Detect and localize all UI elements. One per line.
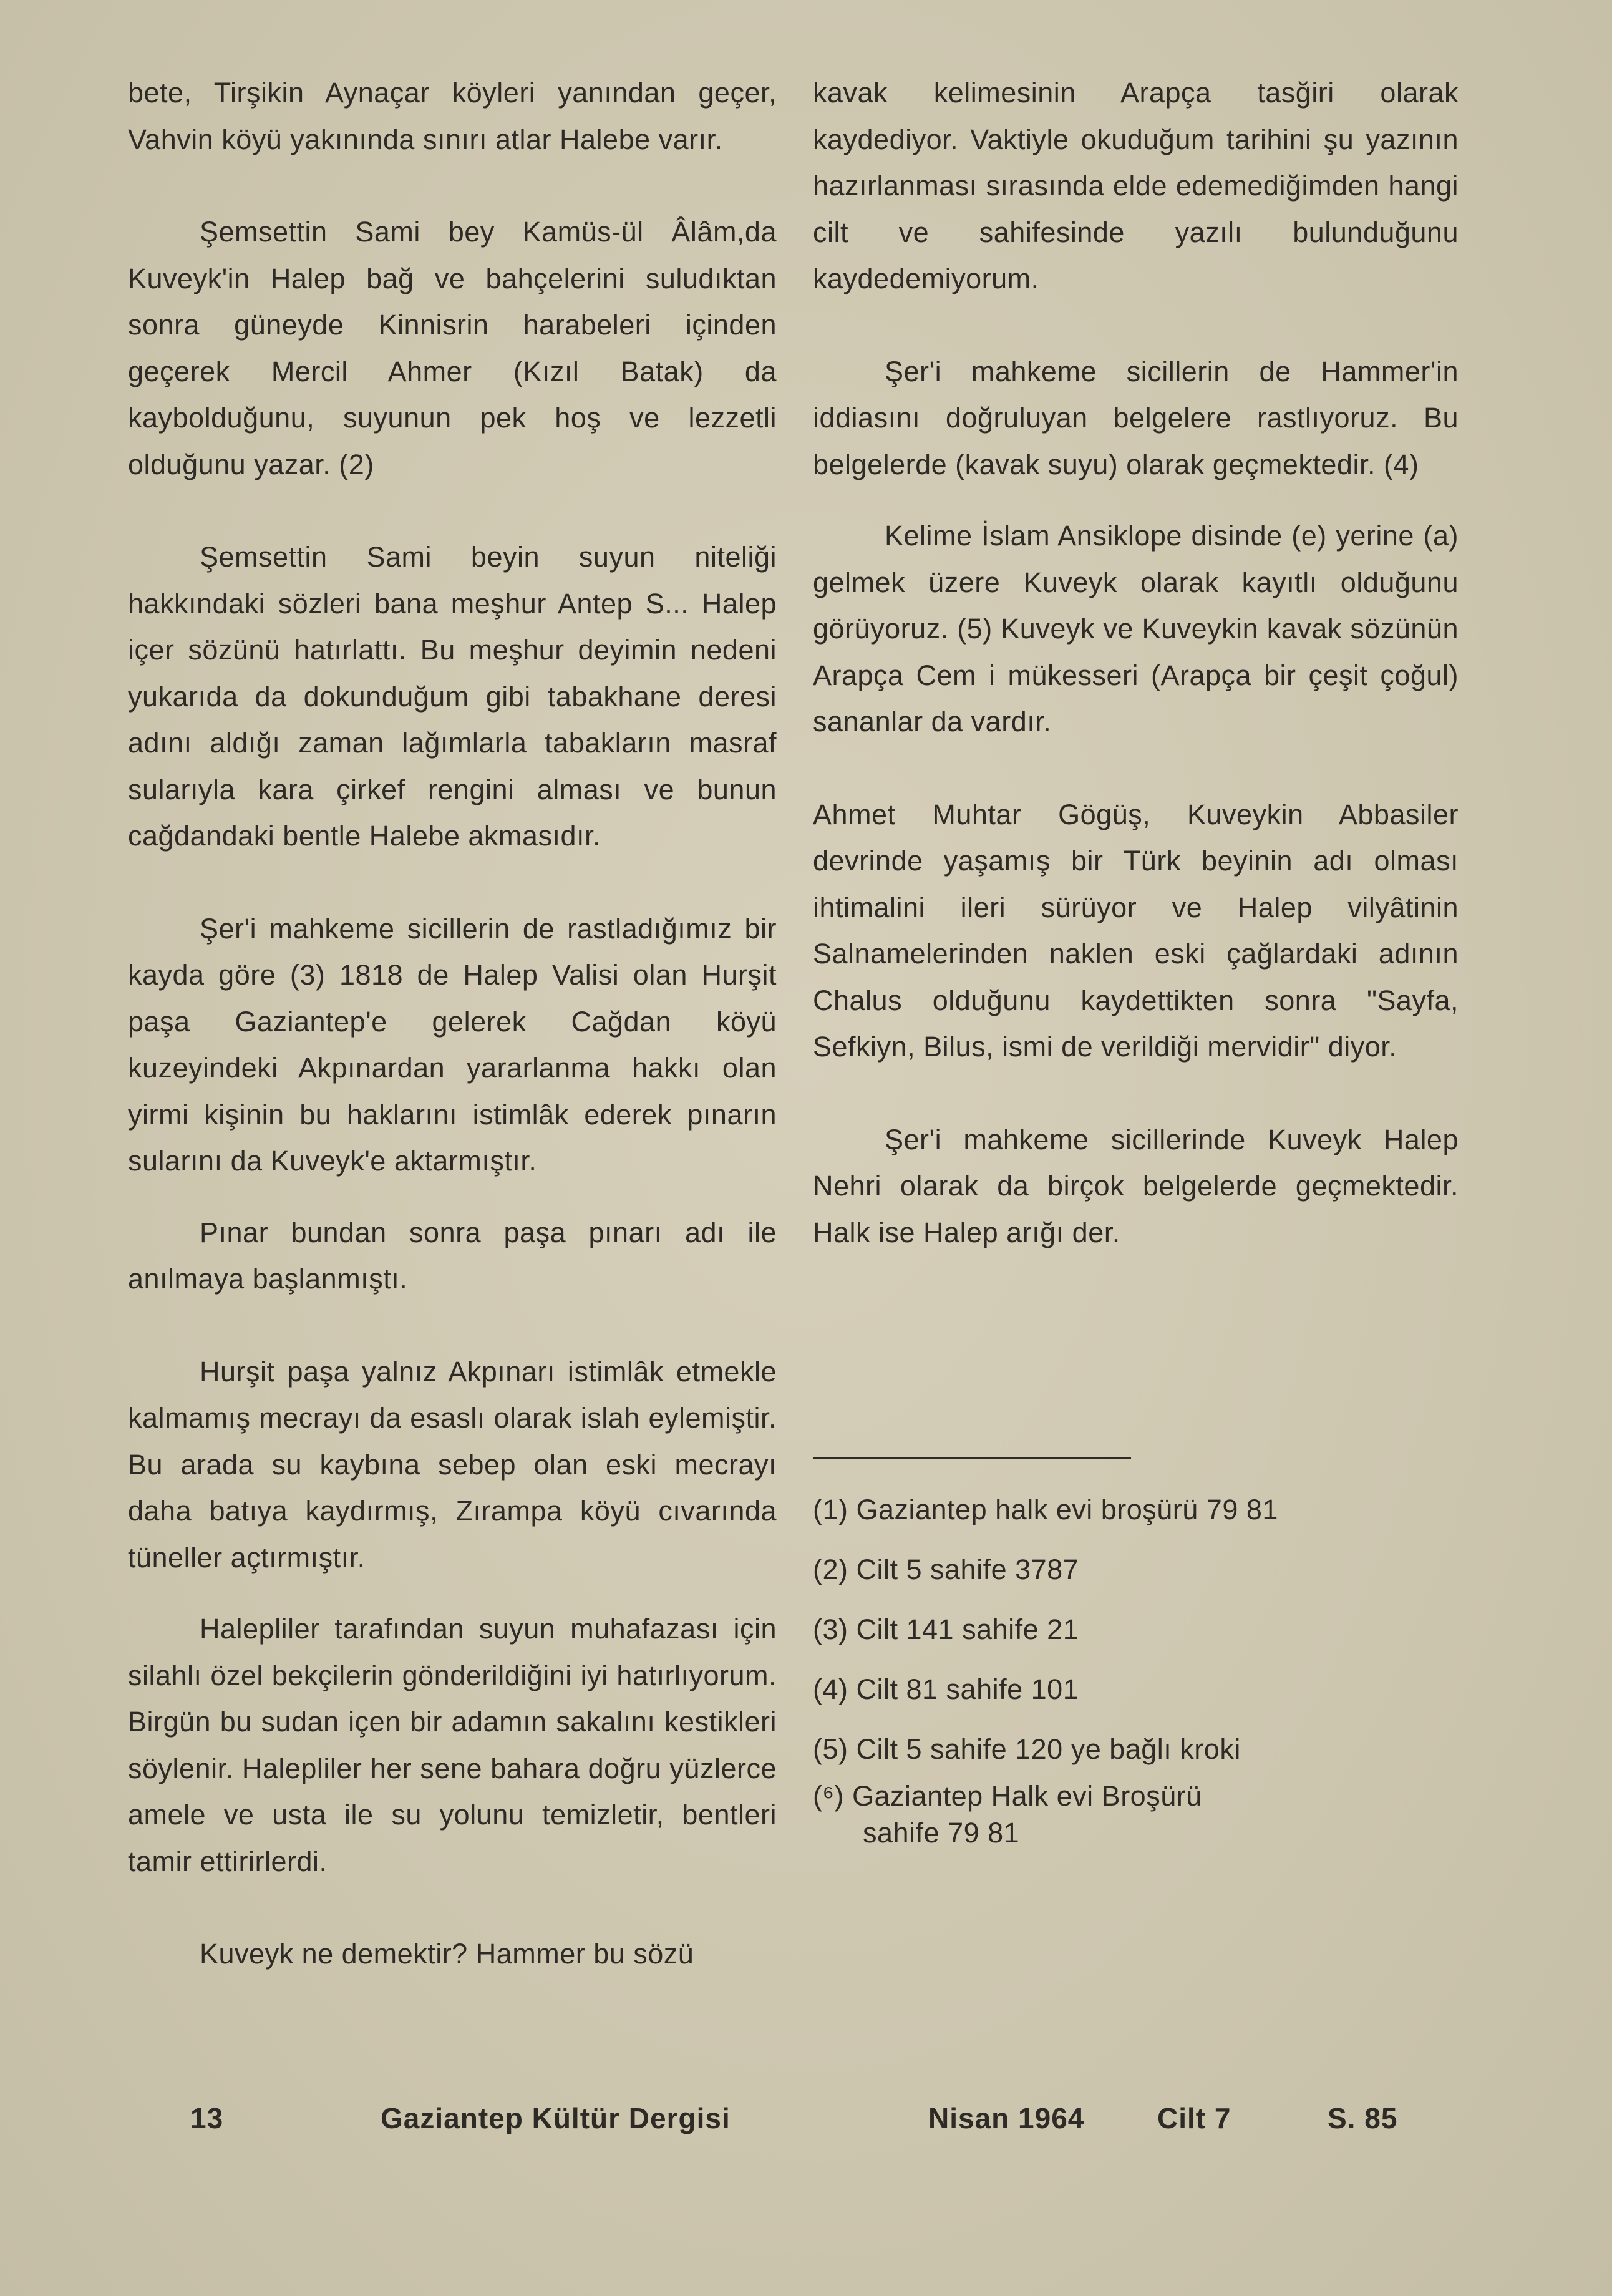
footnotes <box>813 1480 1459 1853</box>
footnote: (2) Cilt 5 sahife 3787 <box>813 1554 1079 1585</box>
left-column <box>128 70 777 1978</box>
page-number: 13 <box>190 2102 224 2134</box>
paragraph: Kuveyk ne demektir? Hammer bu sözü <box>200 1938 694 1970</box>
paragraph: Şer'i mahkeme sicillerinde Kuveyk Halep Nehri olarak da birçok belgelerde geçmektedir. Halk ise Halep arığı der. <box>813 1123 1459 1248</box>
footnote: (3) Cilt 141 sahife 21 <box>813 1613 1079 1645</box>
paragraph: Şer'i mahkeme sicillerin de Hammer'in iddiasını doğruluyan belgelere rastlıyoruz. Bu belgelerde (kavak suyu) olarak geçmektedir. (4) <box>813 355 1459 480</box>
journal-title: Gaziantep Kültür Dergisi <box>381 2102 731 2134</box>
issue-number: S. 85 <box>1328 2102 1398 2134</box>
paragraph: Şemsettin Sami beyin suyun niteliği hakkındaki sözleri bana meşhur Antep S... Halep içer sözünü hatırlattı. Bu meşhur deyimin nedeni yukarıda da dokunduğum gibi tabakhane deresi adını aldığı zaman lağımlarla tabakların masraf sularıyla kara çirkef rengini alması ve bunun cağdandaki bentle Halebe akmasıdır. <box>128 541 777 852</box>
footnote: (4) Cilt 81 sahife 101 <box>813 1673 1079 1705</box>
paragraph: Hurşit paşa yalnız Akpınarı istimlâk etmekle kalmamış mecrayı da esaslı olarak islah eylemiştir. Bu arada su kaybına sebep olan eski mecrayı daha batıya kaydırmış, Zırampa köyü cıvarında tüneller açtırmıştır. <box>128 1355 777 1574</box>
volume-number: Cilt 7 <box>1157 2102 1231 2134</box>
footnote: (1) Gaziantep halk evi broşürü 79 81 <box>813 1494 1278 1525</box>
issue-date: Nisan 1964 <box>928 2102 1085 2134</box>
footnote: (5) Cilt 5 sahife 120 ye bağlı kroki <box>813 1733 1241 1765</box>
paragraph: Şemsettin Sami bey Kamüs-ül Âlâm,da Kuveyk'in Halep bağ ve bahçelerini suludıktan sonra güneyde Kinnisrin harabeleri içinden geçerek Mercil Ahmer (Kızıl Batak) da kaybolduğunu, suyunun pek hoş ve lezzetli olduğunu yazar. (2) <box>128 216 777 480</box>
paragraph: Kelime İslam Ansiklope disinde (e) yerine (a) gelmek üzere Kuveyk olarak kayıtlı olduğunu görüyoruz. (5) Kuveyk ve Kuveykin kavak sözünün Arapça Cem i mükesseri (Arapça bir çeşit çoğul) sananlar da vardır. <box>813 520 1459 737</box>
paragraph: Ahmet Muhtar Gögüş, Kuveykin Abbasiler devrinde yaşamış bir Türk beyinin adı olması ihtimalini ileri sürüyor ve Halep vilyâtinin Salnamelerinden naklen eski çağlardaki adının Chalus olduğunu kaydettikten sonra "Sayfa, Sefkiyn, Bilus, ismi de verildiği mervidir" diyor. <box>813 798 1459 1063</box>
footnote-divider <box>813 1457 1131 1459</box>
paragraph: bete, Tirşikin Aynaçar köyleri yanından geçer, Vahvin köyü yakınında sınırı atlar Halebe varır. <box>128 77 777 155</box>
paragraph: kavak kelimesinin Arapça tasğiri olarak kaydediyor. Vaktiyle okuduğum tarihini şu yazının hazırlanması sırasında elde edemediğimden hangi cilt ve sahifesinde yazılı bulunduğunu kaydedemiyorum. <box>813 77 1459 294</box>
right-column <box>813 70 1459 1256</box>
paragraph: Şer'i mahkeme sicillerin de rastladığımız bir kayda göre (3) 1818 de Halep Valisi olan Hurşit paşa Gaziantep'e gelerek Cağdan köyü kuzeyindeki Akpınardan yararlanma hakkı olan yirmi kişinin bu haklarını istimlâk ederek pınarın sularını da Kuveyk'e aktarmıştır. <box>128 912 777 1177</box>
footnote-continuation: sahife 79 81 <box>863 1817 1020 1849</box>
paragraph: Pınar bundan sonra paşa pınarı adı ile anılmaya başlanmıştı. <box>128 1216 777 1295</box>
footnote: (⁶) Gaziantep Halk evi Broşürü <box>813 1780 1202 1812</box>
paragraph: Halepliler tarafından suyun muhafazası için silahlı özel bekçilerin gönderildiğini iyi hatırlıyorum. Birgün bu sudan içen bir adamın sakalını kestikleri söylenir. Halepliler her sene bahara doğru yüzlerce amele ve usta ile su yolunu temizletir, bentleri tamir ettirirlerdi. <box>128 1613 777 1877</box>
